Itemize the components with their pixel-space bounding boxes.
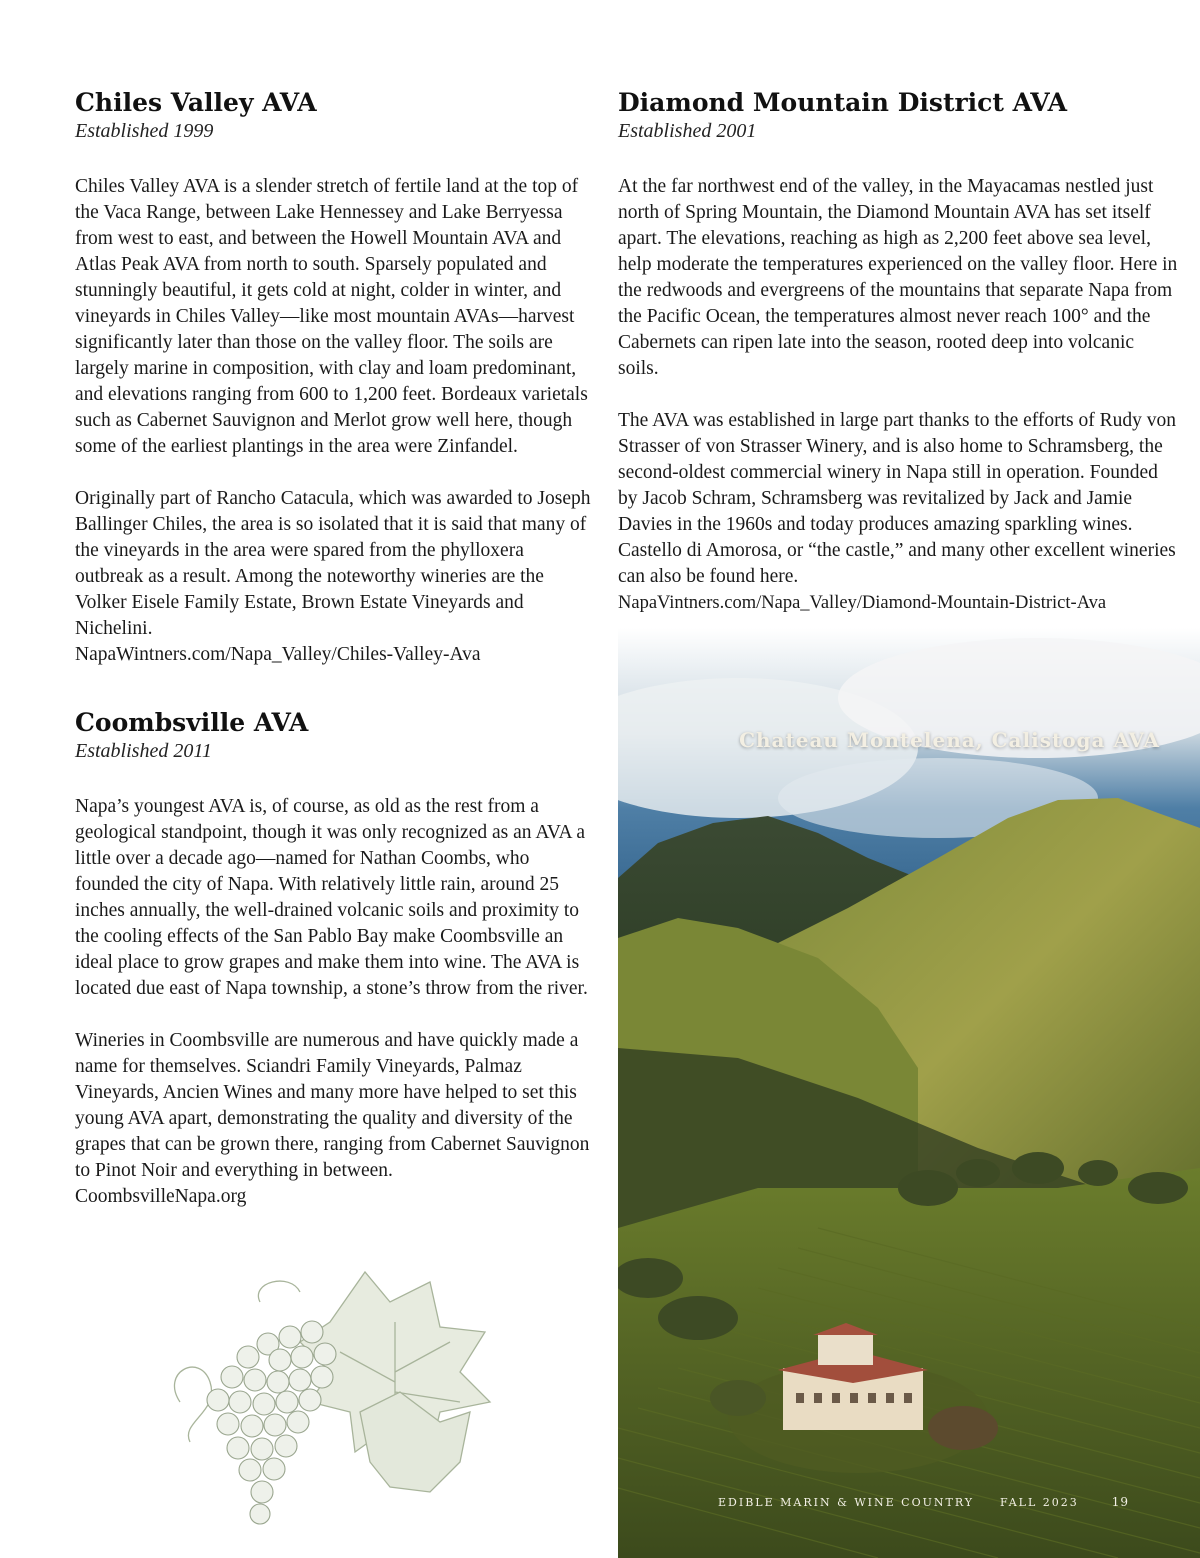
- left-column: [75, 88, 595, 1210]
- body-paragraph-text: The AVA was established in large part thanks to the efforts of Rudy von Strasser of von Strasser Winery, and is also home to Schramsberg, the second-oldest commercial winery in Napa still in operation. Founded by Jacob Schram, Schramsberg was revitalized by Jack and Jamie Davies in the 1960s and today produces amazing sparkling wines. Castello di Amorosa, or “the castle,” and many other excellent wineries can also be found here.: [618, 410, 1177, 587]
- body-paragraph-text: Originally part of Rancho Catacula, which was awarded to Joseph Ballinger Chiles, the area is so isolated that it is said that many of the vineyards in the area were spared from the phylloxera outbreak as a result. Among the noteworthy wineries are the Volker Eisele Family Estate, Brown Estate Vineyards and Nichelini.: [75, 488, 591, 639]
- grape-cluster-illustration: [140, 1262, 520, 1552]
- chiles-valley-section: [75, 88, 595, 668]
- section-spacer: [75, 668, 595, 708]
- diamond-mountain-section: [618, 88, 1178, 616]
- body-paragraph: Napa’s youngest AVA is, of course, as old as the rest from a geological standpoint, though it was only recognized as an AVA a little over a decade ago—named for Nathan Coombs, who founded the city of Napa. With relatively little rain, around 25 inches annually, the well-drained volcanic soils and proximity to the cooling effects of the San Pablo Bay make Coombsville an ideal place to grow grapes and make them into wine. The AVA is located due east of Napa township, a stone’s throw from the river.: [75, 796, 588, 999]
- photo-caption: Chateau Montelena, Calistoga AVA: [739, 728, 1160, 752]
- body-paragraph: [618, 408, 1178, 616]
- publication-name: EDIBLE MARIN & WINE COUNTRY: [718, 1496, 975, 1509]
- established-date: Established 2001: [618, 120, 757, 142]
- publication-footer: [718, 1496, 1079, 1509]
- body-paragraph-text: Wineries in Coombsville are numerous and have quickly made a name for themselves. Sciandri Family Vineyards, Palmaz Vineyards, Ancien Wines and many more have helped to set this young AVA apart, demonstrating the quality and diversity of the grapes that can be grown there, ranging from Cabernet Sauvignon to Pinot Noir and everything in between.: [75, 1030, 590, 1181]
- vineyard-photo: [618, 628, 1200, 1558]
- page-number: 19: [1111, 1495, 1129, 1509]
- section-title: Coombsville AVA: [75, 708, 309, 737]
- website-link[interactable]: NapaWintners.com/Napa_Valley/Chiles-Valley-Ava: [75, 644, 481, 665]
- coombsville-section: [75, 708, 595, 1210]
- website-link[interactable]: NapaVintners.com/Napa_Valley/Diamond-Mountain-District-Ava: [618, 593, 1107, 613]
- established-date: Established 2011: [75, 740, 212, 762]
- landscape-illustration: [618, 628, 1200, 1558]
- right-column: [618, 88, 1178, 616]
- website-link[interactable]: CoombsvilleNapa.org: [75, 1186, 247, 1207]
- section-title: Diamond Mountain District AVA: [618, 88, 1068, 117]
- body-paragraph: At the far northwest end of the valley, in the Mayacamas nestled just north of Spring Mountain, the Diamond Mountain AVA has set itself apart. The elevations, reaching as high as 2,200 feet above sea level, help moderate the temperatures experienced on the valley floor. Here in the redwoods and evergreens of the mountains that separate Napa from the Pacific Ocean, the temperatures almost never reach 100° and the Cabernets can ripen late into the season, rooted deep into volcanic soils.: [618, 176, 1178, 379]
- body-paragraph: [75, 486, 595, 668]
- section-title: Chiles Valley AVA: [75, 88, 317, 117]
- body-paragraph: [75, 1028, 595, 1210]
- body-paragraph: Chiles Valley AVA is a slender stretch of fertile land at the top of the Vaca Range, between Lake Hennessey and Lake Berryessa from west to east, and between the Howell Mountain AVA and Atlas Peak AVA from north to south. Sparsely populated and stunningly beautiful, it gets cold at night, colder in winter, and vineyards in Chiles Valley—like most mountain AVAs—harvest significantly later than those on the valley floor. The soils are largely marine in composition, with clay and loam predominant, and elevations ranging from 600 to 1,200 feet. Bordeaux varietals such as Cabernet Sauvignon and Merlot grow well here, though some of the earliest plantings in the area were Zinfandel.: [75, 176, 588, 457]
- issue-season: FALL 2023: [1000, 1496, 1079, 1509]
- established-date: Established 1999: [75, 120, 214, 142]
